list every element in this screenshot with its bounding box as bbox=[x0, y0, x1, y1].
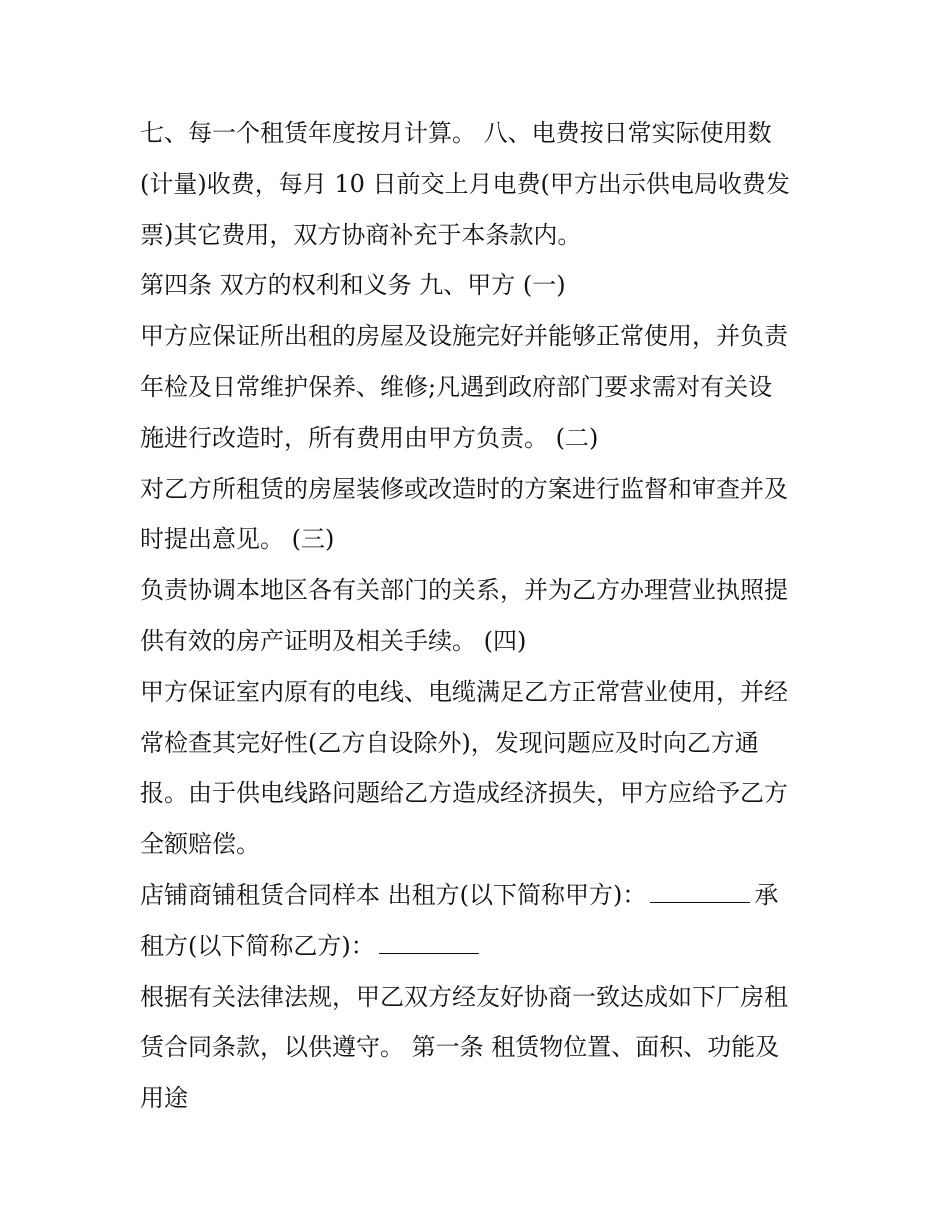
lessor-label: 店铺商铺租赁合同样本 出租方(以下简称甲方)： bbox=[140, 880, 647, 909]
paragraph-party-a-obligation-2 bbox=[140, 464, 820, 566]
text-line: 施进行改造时，所有费用由甲方负责。 (二) bbox=[140, 423, 599, 452]
text-line: 第四条 双方的权利和义务 九、甲方 (一) bbox=[140, 271, 566, 300]
paragraph-closing bbox=[140, 972, 820, 1124]
text-line: 时提出意见。 (三) bbox=[140, 525, 335, 554]
text-line: 常检查其完好性(乙方自设除外)，发现问题应及时向乙方通 bbox=[140, 728, 759, 757]
lessee-name-blank[interactable] bbox=[379, 931, 479, 954]
text-line: 票)其它费用，双方协商补充于本条款内。 bbox=[140, 220, 582, 249]
lessee-label-start: 承 bbox=[754, 880, 779, 909]
text-line: 供有效的房产证明及相关手续。 (四) bbox=[140, 626, 527, 655]
text-line: 报。由于供电线路问题给乙方造成经济损失，甲方应给予乙方 bbox=[140, 779, 788, 808]
text-line: 七、每一个租赁年度按月计算。 八、电费按日常实际使用数 bbox=[140, 119, 772, 147]
lessor-name-blank[interactable] bbox=[650, 880, 750, 903]
text-line: (计量)收费，每月 10 日前交上月电费(甲方出示供电局收费发 bbox=[140, 169, 790, 198]
paragraph-party-a-obligation-1 bbox=[140, 311, 820, 463]
lessee-label: 租方(以下简称乙方)： bbox=[140, 931, 375, 960]
text-line: 全额赔偿。 bbox=[140, 830, 260, 859]
text-line: 用途 bbox=[140, 1084, 188, 1113]
text-line: 甲方应保证所出租的房屋及设施完好并能够正常使用，并负责 bbox=[140, 322, 788, 351]
paragraph-rent-and-electricity bbox=[140, 108, 820, 260]
contract-header bbox=[140, 870, 820, 972]
text-line: 年检及日常维护保养、维修;凡遇到政府部门要求需对有关设 bbox=[140, 372, 773, 401]
paragraph-party-a-obligation-4 bbox=[140, 667, 820, 870]
document-body bbox=[140, 108, 820, 1124]
text-line bbox=[140, 870, 820, 921]
text-line: 负责协调本地区各有关部门的关系，并为乙方办理营业执照提 bbox=[140, 576, 788, 605]
paragraph-article-four-heading bbox=[140, 260, 820, 311]
text-line: 甲方保证室内原有的电线、电缆满足乙方正常营业使用，并经 bbox=[140, 677, 788, 706]
text-line bbox=[140, 921, 820, 972]
text-line: 根据有关法律法规，甲乙双方经友好协商一致达成如下厂房租 bbox=[140, 982, 788, 1011]
text-line: 赁合同条款，以供遵守。 第一条 租赁物位置、面积、功能及 bbox=[140, 1033, 780, 1062]
text-line: 对乙方所租赁的房屋装修或改造时的方案进行监督和审查并及 bbox=[140, 474, 788, 503]
paragraph-party-a-obligation-3 bbox=[140, 565, 820, 667]
